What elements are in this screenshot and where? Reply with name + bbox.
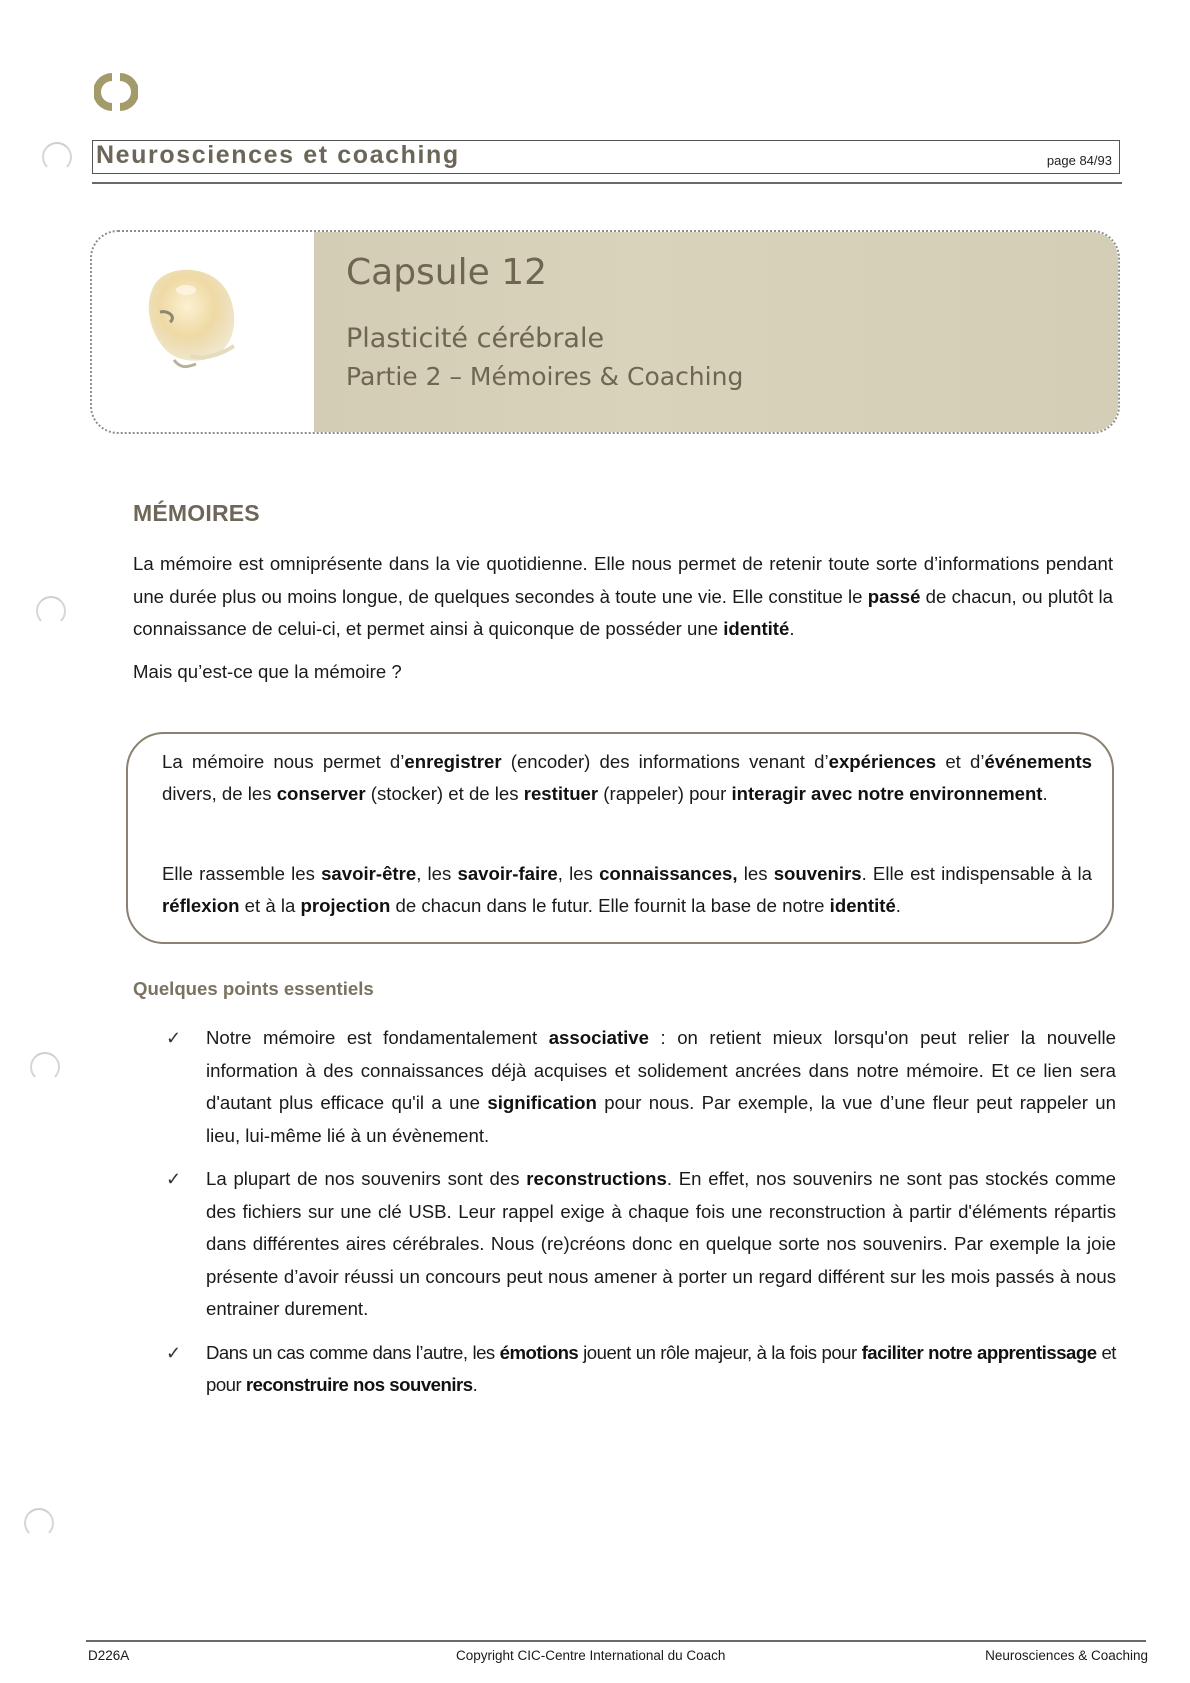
- punch-hole-mark: [24, 1508, 54, 1538]
- emphasis: savoir-faire: [457, 863, 558, 884]
- key-points-list: [166, 1022, 1116, 1413]
- definition-callout: [126, 732, 1114, 944]
- capsule-part: Partie 2 – Mémoires & Coaching: [346, 362, 744, 391]
- brain-illustration-icon: [130, 260, 260, 380]
- emphasis: passé: [867, 585, 921, 607]
- list-item: [166, 1022, 1116, 1152]
- emphasis: enregistrer: [404, 751, 502, 772]
- emphasis: identité: [829, 895, 896, 916]
- footer-document-code: D226A: [88, 1648, 130, 1663]
- emphasis: associative: [548, 1027, 649, 1048]
- emphasis: expériences: [828, 751, 937, 772]
- page-number: page 84/93: [1046, 153, 1112, 168]
- document-title: Neurosciences et coaching: [96, 141, 460, 169]
- emphasis: émotions: [499, 1341, 579, 1363]
- emphasis: restituer: [523, 783, 599, 804]
- emphasis: faciliter notre apprentissage: [861, 1341, 1097, 1363]
- header-divider: [92, 182, 1122, 184]
- emphasis: reconstruire nos souvenirs: [245, 1374, 473, 1395]
- intro-paragraph: La mémoire est omniprésente dans la vie quotidienne. Elle nous permet de retenir toute sorte d’informations pendant une durée plus ou moins longue, de quelques secondes à toute une vie. Elle constitue le passé de chacun, ou plutôt la connaissance de celui-ci, et permet ainsi à quiconque de posséder une identité.: [133, 553, 1113, 639]
- emphasis: connaissances,: [599, 863, 738, 884]
- emphasis: souvenirs: [773, 863, 862, 884]
- punch-hole-mark: [30, 1052, 60, 1082]
- question-paragraph: Mais qu’est-ce que la mémoire ?: [133, 661, 402, 682]
- points-heading: Quelques points essentiels: [133, 978, 374, 999]
- footer-copyright: Copyright CIC-Centre International du Coach: [456, 1648, 726, 1663]
- emphasis: réflexion: [162, 895, 240, 916]
- section-heading: MÉMOIRES: [133, 500, 260, 526]
- emphasis: savoir-être: [321, 863, 417, 884]
- emphasis: signification: [487, 1092, 597, 1113]
- capsule-title: Capsule 12: [346, 252, 548, 293]
- emphasis: reconstructions: [526, 1168, 667, 1189]
- list-item-text: Dans un cas comme dans l’autre, les émotions jouent un rôle majeur, à la fois pour faciliter notre apprentissage et pour reconstruire nos souvenirs.: [206, 1341, 1116, 1395]
- emphasis: événements: [984, 751, 1092, 772]
- list-item: [166, 1337, 1116, 1402]
- callout-paragraph-1: La mémoire nous permet d’enregistrer (encoder) des informations venant d’expériences et d’événements divers, de les conserver (stocker) et de les restituer (rappeler) pour interagir avec notre environnement.: [162, 751, 1092, 804]
- emphasis: projection: [300, 895, 391, 916]
- punch-hole-mark: [36, 596, 66, 626]
- list-item: [166, 1163, 1116, 1326]
- emphasis: conserver: [276, 783, 366, 804]
- capsule-subtitle: Plasticité cérébrale: [346, 323, 605, 354]
- list-item-text: La plupart de nos souvenirs sont des reconstructions. En effet, nos souvenirs ne sont pas stockés comme des fichiers sur une clé USB. Leur rappel exige à chaque fois une reconstruction à partir d'éléments répartis dans différentes aires cérébrales. Nous (re)créons donc en quelque sorte nos souvenirs. Par exemple la joie présente d’avoir réussi un concours peut nous amener à porter un regard différent sur les mois passés à nous entrainer durement.: [206, 1168, 1117, 1319]
- footer-divider: [86, 1640, 1146, 1642]
- emphasis: identité: [723, 618, 790, 639]
- list-item-text: Notre mémoire est fondamentalement associative : on retient mieux lorsqu'on peut relier la nouvelle information à des connaissances déjà acquises et solidement ancrées dans notre mémoire. Et ce lien sera d'autant plus efficace qu'il a une signification pour nous. Par exemple, la vue d’une fleur peut rappeler un lieu, lui-même lié à un évènement.: [206, 1027, 1116, 1146]
- emphasis: interagir avec notre environnement: [731, 783, 1043, 804]
- cic-logo-icon: [94, 70, 138, 114]
- callout-paragraph-2: Elle rassemble les savoir-être, les savoir-faire, les connaissances, les souvenirs. Elle est indispensable à la réflexion et à la projection de chacun dans le futur. Elle fournit la base de notre identité.: [162, 863, 1092, 916]
- checkmark-icon: ✓: [166, 1169, 182, 1189]
- checkmark-icon: ✓: [166, 1028, 182, 1048]
- footer-course-name: Neurosciences & Coaching: [985, 1648, 1148, 1663]
- checkmark-icon: ✓: [166, 1342, 181, 1363]
- punch-hole-mark: [42, 142, 72, 172]
